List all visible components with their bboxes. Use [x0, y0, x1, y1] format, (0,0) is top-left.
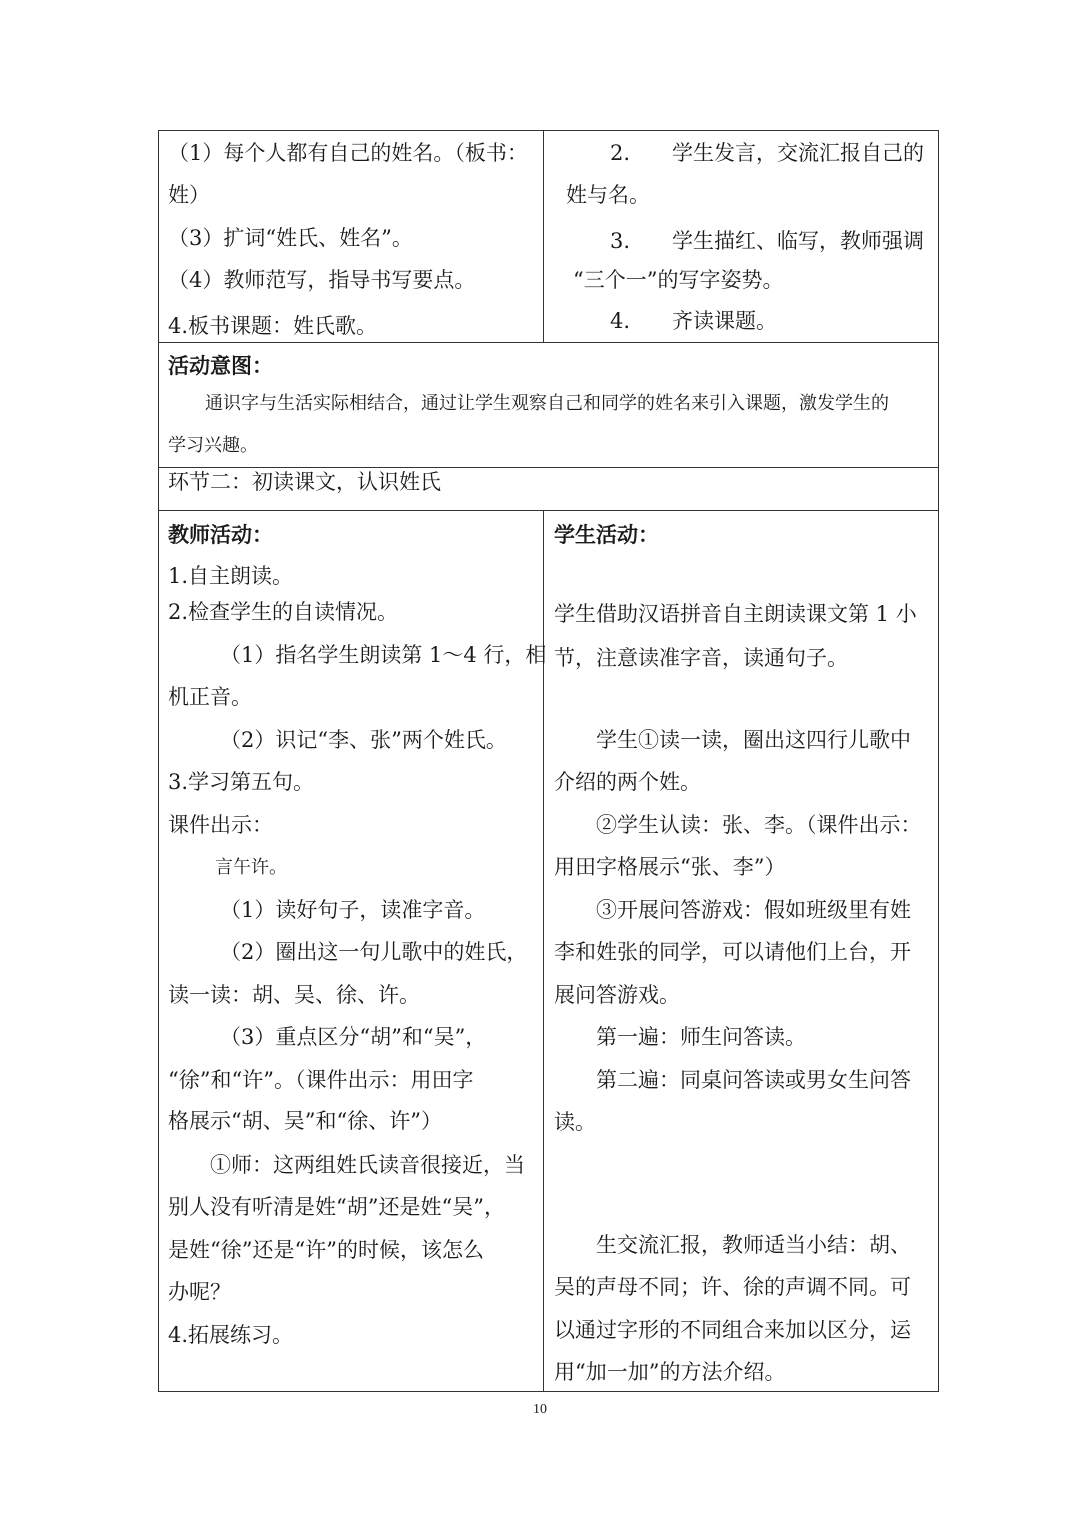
- row1-divider: [158, 342, 939, 343]
- student-line: 生交流汇报，教师适当小结：胡、: [596, 1233, 911, 1257]
- teacher-line: 别人没有听清是姓“胡”还是姓“吴”，: [168, 1195, 505, 1219]
- student-line: 学生①读一读，圈出这四行儿歌中: [596, 728, 911, 752]
- student-line: 用田字格展示“张、李”）: [554, 855, 786, 879]
- page-number: 10: [533, 1402, 547, 1417]
- teacher-line: （2）圈出这一句儿歌中的姓氏，: [220, 940, 528, 964]
- row1-left-line: 4.板书课题：姓氏歌。: [168, 314, 378, 338]
- teacher-line: （1）读好句子，读准字音。: [220, 898, 486, 922]
- student-line: 学生借助汉语拼音自主朗读课文第 1 小: [554, 602, 917, 626]
- teacher-line: 4.拓展练习。: [168, 1323, 294, 1347]
- teacher-line: “徐”和“许”。（课件出示：用田字: [168, 1068, 474, 1092]
- student-line: 展问答游戏。: [554, 983, 680, 1007]
- teacher-line: ①师：这两组姓氏读音很接近，当: [210, 1153, 525, 1177]
- teacher-line: 读一读：胡、吴、徐、许。: [168, 983, 420, 1007]
- teacher-line: （1）指名学生朗读第 1～4 行，相: [220, 643, 547, 667]
- student-line: 节，注意读准字音，读通句子。: [554, 646, 848, 670]
- student-line: 第二遍：同桌问答读或男女生问答: [596, 1068, 911, 1092]
- teacher-line: 机正音。: [168, 685, 252, 709]
- row1-right-line: 2. 学生发言，交流汇报自己的: [610, 141, 925, 165]
- teacher-line: 是姓“徐”还是“许”的时候，该怎么: [168, 1238, 484, 1262]
- teacher-line: 2.检查学生的自读情况。: [168, 600, 399, 624]
- row1-left-line: 姓）: [168, 183, 210, 207]
- student-line: 介绍的两个姓。: [554, 770, 701, 794]
- section-divider: [158, 510, 939, 511]
- intent-text-line: 通识字与生活实际相结合，通过让学生观察自己和同学的姓名来引入课题，激发学生的: [205, 393, 889, 414]
- student-line: ②学生认读：张、李。（课件出示：: [596, 813, 922, 837]
- student-line: 读。: [554, 1110, 596, 1134]
- teacher-line: 办呢？: [168, 1280, 231, 1304]
- teacher-line: 课件出示：: [168, 813, 273, 837]
- student-line: 吴的声母不同；许、徐的声调不同。可: [554, 1275, 911, 1299]
- row1-left-line: （4）教师范写，指导书写要点。: [168, 268, 476, 292]
- student-line: 以通过字形的不同组合来加以区分，运: [554, 1318, 911, 1342]
- teacher-line: 3.学习第五句。: [168, 770, 315, 794]
- student-line: 第一遍：师生问答读。: [596, 1025, 806, 1049]
- row1-left-line: （3）扩词“姓氏、姓名”。: [168, 226, 413, 250]
- row1-right-line: 3. 学生描红、临写，教师强调: [610, 229, 925, 253]
- table-border-top: [158, 130, 939, 131]
- teacher-activity-title: 教师活动：: [168, 522, 273, 547]
- row1-column-divider: [543, 130, 544, 342]
- section-title: 环节二：初读课文，认识姓氏: [168, 470, 441, 494]
- teacher-line: 1.自主朗读。: [168, 564, 294, 588]
- student-line: ③开展问答游戏：假如班级里有姓: [596, 898, 911, 922]
- student-line: 李和姓张的同学，可以请他们上台，开: [554, 940, 911, 964]
- row1-left-line: （1）每个人都有自己的姓名。（板书：: [168, 141, 528, 165]
- teacher-line: 格展示“胡、吴”和“徐、许”）: [168, 1109, 442, 1133]
- table-border-right: [938, 130, 939, 1392]
- row1-right-line: 姓与名。: [566, 183, 650, 207]
- row1-right-line: 4. 齐读课题。: [610, 309, 778, 333]
- teacher-line: （2）识记“李、张”两个姓氏。: [220, 728, 507, 752]
- intent-title: 活动意图：: [168, 353, 273, 378]
- courseware-text: 言午许。: [215, 857, 287, 878]
- intent-text-line: 学习兴趣。: [168, 435, 258, 456]
- student-line: 用“加一加”的方法介绍。: [554, 1360, 786, 1384]
- student-activity-title: 学生活动：: [554, 522, 659, 547]
- table-border-left: [158, 130, 159, 1392]
- teacher-line: （3）重点区分“胡”和“吴”，: [220, 1025, 487, 1049]
- table-border-bottom: [158, 1391, 939, 1392]
- row1-right-line: “三个一”的写字姿势。: [573, 268, 784, 292]
